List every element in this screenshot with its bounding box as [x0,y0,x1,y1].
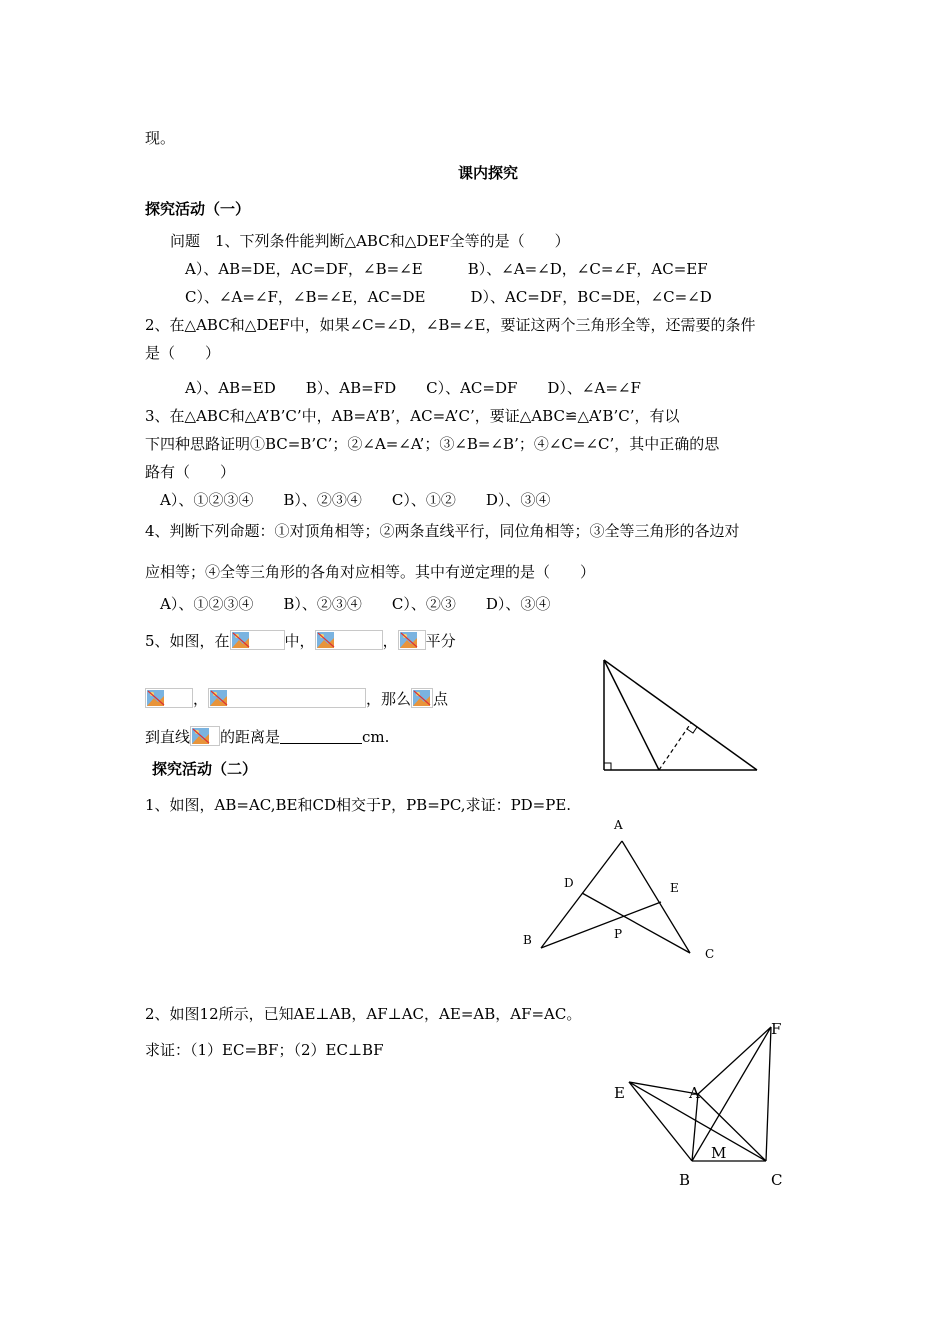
text-fragment: 5、如图，在 [145,632,230,650]
text-fragment: ， [382,632,398,650]
text-line: 现。 [145,129,176,147]
question-4-line-1: 4、判断下列命题：①对顶角相等；②两条直线平行，同位角相等；③全等三角形的各边对 [145,522,740,540]
problem-2: 2、如图12所示，已知AE⊥AB，AF⊥AC，AE=AB，AF=AC。 [145,1005,582,1023]
question-1-options-ab: A）、AB=DE，AC=DF，∠B=∠E B）、∠A=∠D，∠C=∠F，AC=EF [185,260,708,278]
question-5-line-2 [145,688,448,709]
broken-image-icon [190,726,220,746]
label-b: B [679,1171,691,1189]
broken-image-icon [230,630,285,650]
question-5-line-3 [145,726,389,747]
question-5-line-1 [145,630,456,651]
label-a: A [689,1084,700,1102]
question-3-options: A）、①②③④ B）、②③④ C）、①② D）、③④ [160,491,551,509]
problem-1: 1、如图，AB=AC,BE和CD相交于P，PB=PC,求证：PD=PE. [145,796,572,814]
label-c: C [771,1171,783,1189]
activity-2-title: 探究活动（二） [152,760,258,778]
question-2-line-2: 是（ ） [145,344,221,362]
segment-ab [692,1094,698,1161]
question-2-options: A）、AB=ED B）、AB=FD C）、AC=DF D）、∠A=∠F [185,379,641,397]
segment-cd [582,893,690,953]
figure-right-triangle [590,650,770,780]
activity-1-title: 探究活动（一） [145,200,251,218]
question-1: 问题 1、下列条件能判断△ABC和△DEF全等的是（ ） [170,232,570,250]
right-angle-mark [604,763,611,770]
perpendicular-dashed [659,723,691,770]
text-fragment: ， [193,690,209,708]
segment-cf [766,1027,771,1161]
question-4-line-2: 应相等；④全等三角形的各角对应相等。其中有逆定理的是（ ） [145,563,596,581]
broken-image-icon [315,630,383,650]
segment-eb [629,1082,692,1161]
segment-af [698,1027,771,1094]
triangle-edge [604,660,757,770]
problem-2-prove: 求证：（1）EC=BF；（2）EC⊥BF [145,1041,384,1059]
answer-blank[interactable] [280,729,362,744]
text-fragment: 的距离是 [220,728,281,746]
segment-ac [622,841,690,953]
question-1-options-cd: C）、∠A=∠F，∠B=∠E，AC=DE D）、AC=DF，BC=DE，∠C=∠D [185,288,712,306]
figure-triangle-abc-p [510,815,730,965]
section-heading: 课内探究 [458,164,519,182]
label-e: E [670,881,679,895]
broken-image-icon [411,688,433,708]
text-fragment: 点 [433,690,449,708]
label-m: M [711,1144,727,1162]
text-fragment: 中， [284,632,315,650]
angle-bisector [604,660,659,770]
question-3-line-3: 路有（ ） [145,463,236,481]
right-angle-mark [687,727,697,733]
question-3-line-2: 下四种思路证明①BC=B’C’；②∠A=∠A’；③∠B=∠B’；④∠C=∠C’，其中正确的思 [145,435,720,453]
question-3-line-1: 3、在△ABC和△A’B’C’中，AB=A’B’，AC=A’C’，要证△ABC≌△A’B’C’，有以 [145,407,680,425]
figure-perpendicular-triangles [600,1015,800,1195]
text-fragment: cm. [362,728,390,746]
label-d: D [564,876,574,890]
label-a: A [614,818,623,832]
label-f: F [771,1020,782,1038]
broken-image-icon [208,688,366,708]
text-fragment: 到直线 [145,728,191,746]
broken-image-icon [145,688,193,708]
question-2-line-1: 2、在△ABC和△DEF中，如果∠C=∠D，∠B=∠E，要证这两个三角形全等，还需要的条件 [145,316,756,334]
text-fragment: 平分 [425,632,456,650]
label-c: C [705,947,715,961]
label-b: B [523,933,532,947]
broken-image-icon [398,630,426,650]
label-e: E [614,1084,625,1102]
text-fragment: ，那么 [366,690,412,708]
label-p: P [614,927,623,941]
question-4-options: A）、①②③④ B）、②③④ C）、②③ D）、③④ [160,595,551,613]
